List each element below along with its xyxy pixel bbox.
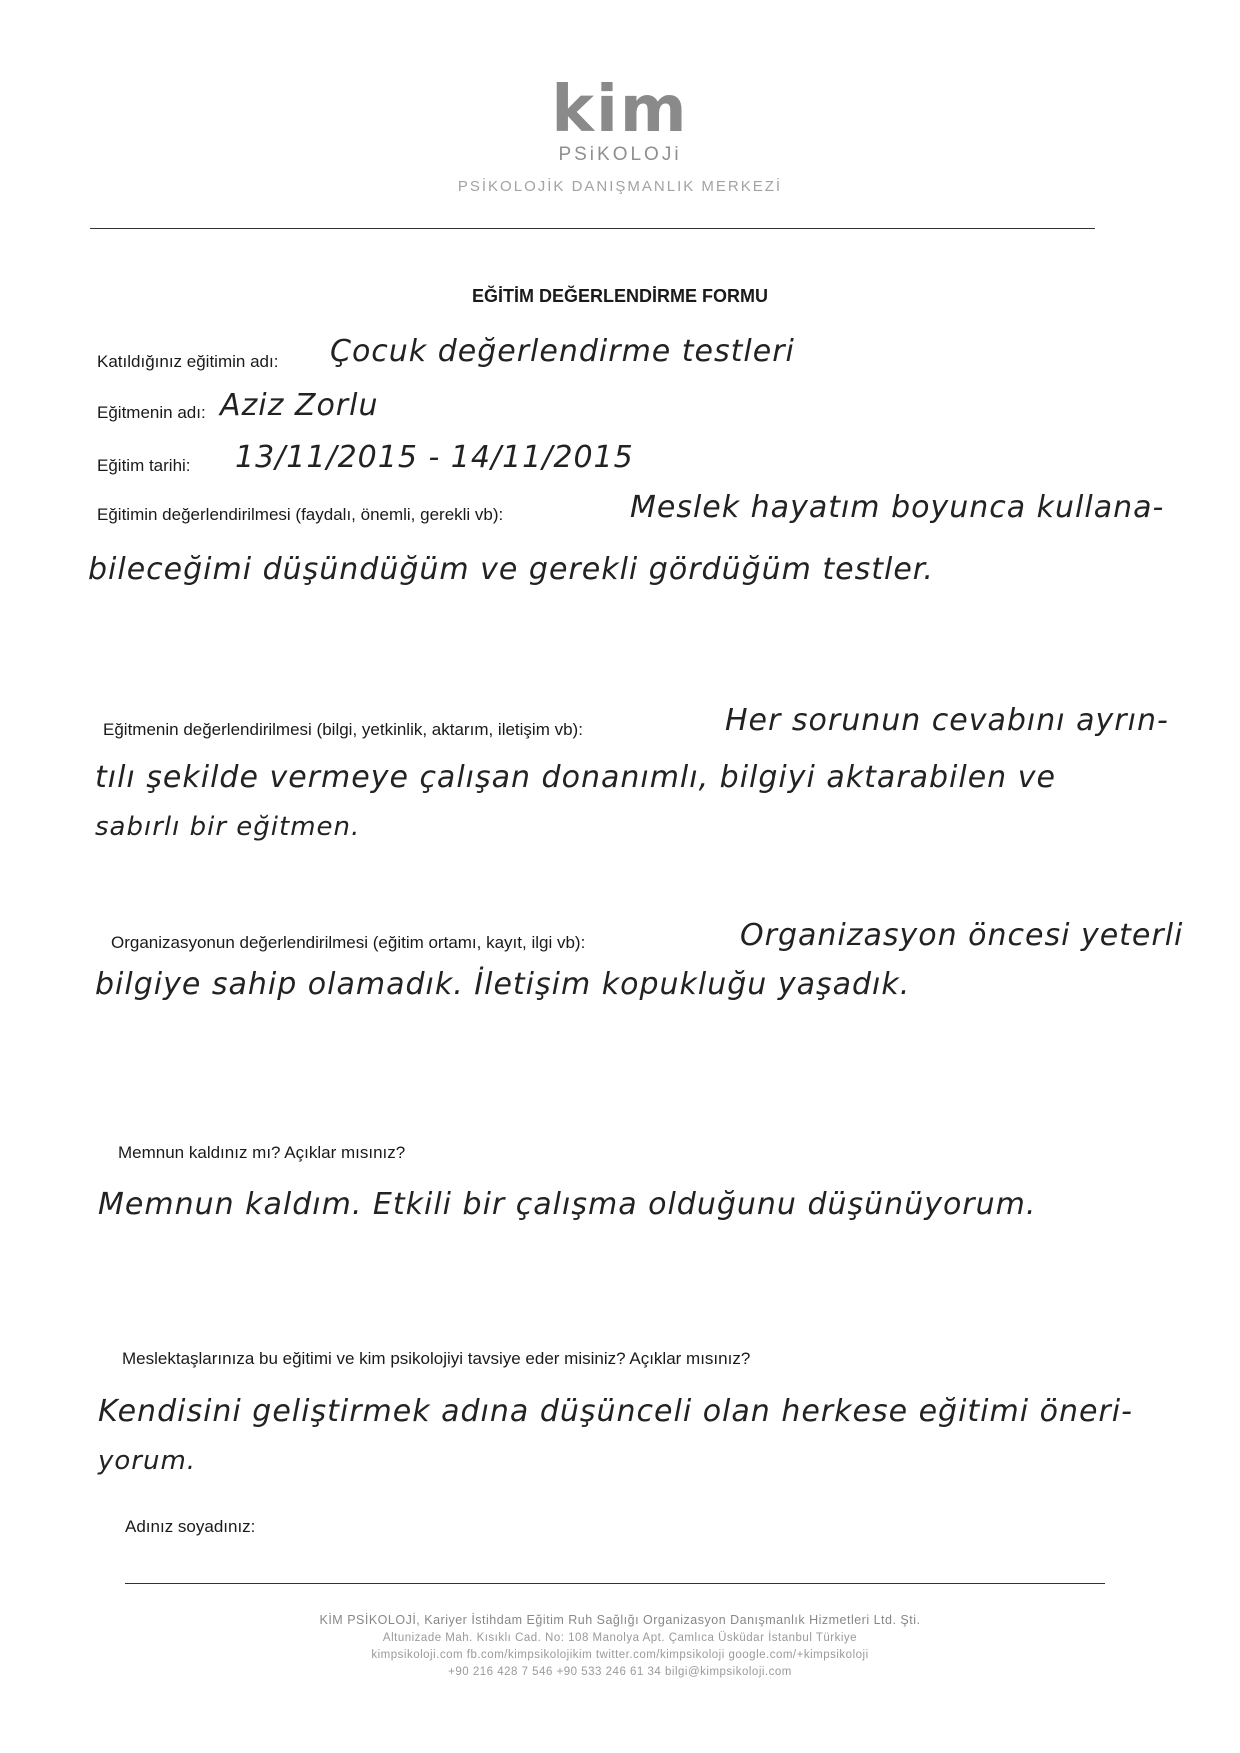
- training-name-label: Katıldığınız eğitimin adı:: [97, 352, 279, 371]
- header-divider: [90, 228, 1095, 229]
- recommend-label: Meslektaşlarınıza bu eğitimi ve kim psikolojiyi tavsiye eder misiniz? Açıklar mısınız?: [122, 1349, 751, 1368]
- recommend-line-1: Kendisini geliştirmek adına düşünceli olan herkese eğitimi öneri-: [98, 1394, 1133, 1429]
- trainer-eval-label: Eğitmenin değerlendirilmesi (bilgi, yetkinlik, aktarım, iletişim vb):: [103, 720, 583, 739]
- logo-mark: kim: [551, 73, 689, 147]
- date-label: Eğitim tarihi:: [97, 456, 191, 475]
- org-eval-label: Organizasyonun değerlendirilmesi (eğitim ortamı, kayıt, ilgi vb):: [111, 933, 586, 952]
- footer: [0, 1613, 1240, 1683]
- org-eval-line-1: Organizasyon öncesi yeterli: [740, 918, 1184, 953]
- trainer-eval-line-1: Her sorunun cevabını ayrın-: [725, 703, 1169, 738]
- footer-address: Altunizade Mah. Kısıklı Cad. No: 108 Manolya Apt. Çamlıca Üsküdar İstanbul Türkiye: [382, 1632, 858, 1644]
- satisfied-label: Memnun kaldınız mı? Açıklar mısınız?: [118, 1143, 406, 1162]
- trainer-name-value: Aziz Zorlu: [220, 388, 379, 423]
- training-eval-label: Eğitimin değerlendirilmesi (faydalı, önemli, gerekli vb):: [97, 505, 504, 524]
- form-title: EĞİTİM DEĞERLENDİRME FORMU: [472, 286, 768, 306]
- trainer-eval-line-3: sabırlı bir eğitmen.: [95, 812, 361, 842]
- trainer-eval-line-2: tılı şekilde vermeye çalışan donanımlı, bilgiyi aktarabilen ve: [95, 760, 1056, 795]
- training-eval-line-1: Meslek hayatım boyunca kullana-: [630, 490, 1165, 525]
- footer-company: KİM PSİKOLOJİ, Kariyer İstihdam Eğitim Ruh Sağlığı Organizasyon Danışmanlık Hizmetleri Ltd. Şti.: [319, 1613, 921, 1627]
- logo-name: PSiKOLOJi: [558, 144, 682, 165]
- logo-tagline: PSİKOLOJİK DANIŞMANLIK MERKEZİ: [457, 178, 783, 195]
- footer-divider: [125, 1583, 1105, 1584]
- trainer-name-label: Eğitmenin adı:: [97, 403, 206, 422]
- org-eval-line-2: bilgiye sahip olamadık. İletişim kopukluğu yaşadık.: [95, 967, 911, 1002]
- date-value: 13/11/2015 - 14/11/2015: [235, 440, 634, 475]
- logo: [0, 73, 1240, 195]
- satisfied-line-1: Memnun kaldım. Etkili bir çalışma olduğunu düşünüyorum.: [98, 1187, 1037, 1222]
- training-eval-line-2: bileceğimi düşündüğüm ve gerekli gördüğüm testler.: [88, 552, 934, 587]
- name-label: Adınız soyadınız:: [125, 1517, 256, 1536]
- recommend-line-2: yorum.: [98, 1446, 197, 1476]
- footer-web: kimpsikoloji.com fb.com/kimpsikolojikim twitter.com/kimpsikoloji google.com/+kimpsikoloji: [371, 1649, 869, 1661]
- training-name-value: Çocuk değerlendirme testleri: [330, 334, 795, 369]
- footer-contact: +90 216 428 7 546 +90 533 246 61 34 bilgi@kimpsikoloji.com: [448, 1666, 792, 1678]
